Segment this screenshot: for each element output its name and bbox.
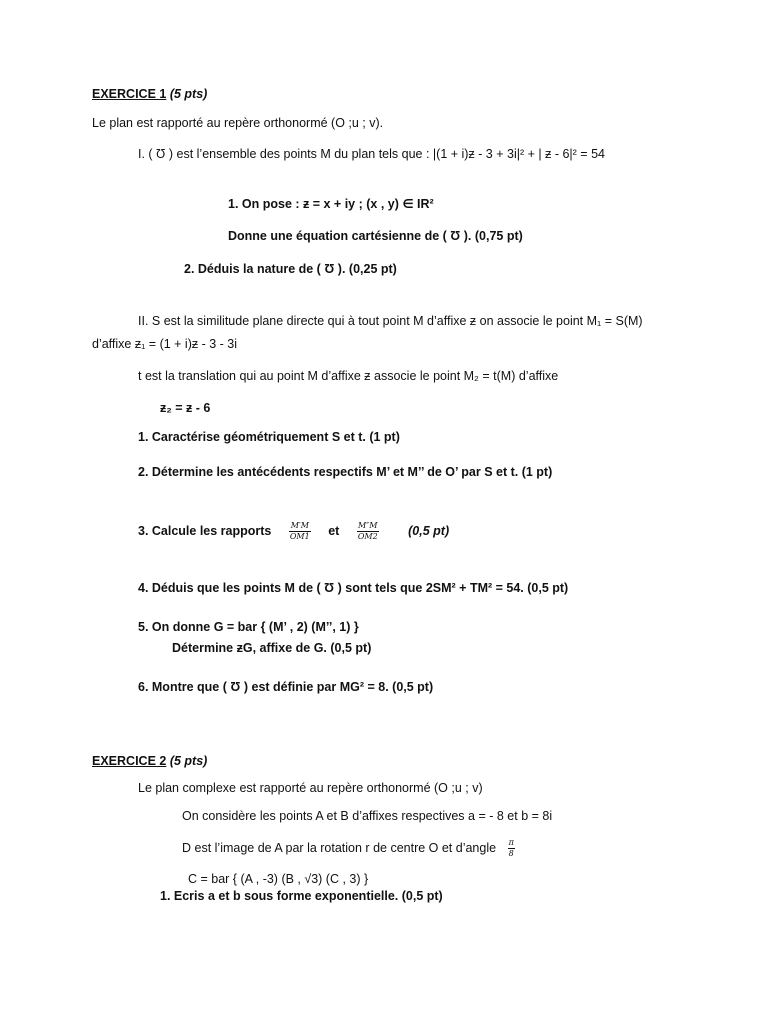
question-3-and: et [328,523,340,538]
ratio-2-denominator: OM2 [357,532,378,541]
ratio-fraction-2 [357,521,379,542]
ratio-fraction-1 [289,521,311,542]
exercise-2-heading [92,753,207,769]
exercise-2-points-a-b: On considère les points A et B d’affixes respectives a = - 8 et b = 8i [182,809,553,823]
part-2-line-1: II. S est la similitude plane directe qui à tout point M d’affixe ƶ on associe le point M₁ = S(M) [138,314,643,328]
part-2-line-3: t est la translation qui au point M d’affixe ƶ associe le point M₂ = t(M) d’affixe [138,369,559,383]
ratio-1-numerator: M′M [290,521,309,530]
exercise-1-points: (5 pts) [169,87,208,101]
exercise-2-intro: Le plan complexe est rapporté au repère orthonormé (O ;u ; v) [138,781,483,795]
exercise-1-title: EXERCICE 1 [92,87,167,101]
angle-denominator: 8 [508,849,514,858]
part-2-line-2: d’affixe ƶ₁ = (1 + i)ƶ - 3 - 3i [92,337,238,351]
part-2-question-4: 4. Déduis que les points M de ( Ʊ ) sont tels que 2SM² + TM² = 54. (0,5 pt) [138,581,569,595]
part-2-question-1: 1. Caractérise géométriquement S et t. (1 pt) [138,430,400,444]
point-d-text: D est l’image de A par la rotation r de centre O et d’angle [182,840,497,855]
exercise-2-question-1: 1. Ecris a et b sous forme exponentielle. (0,5 pt) [160,889,443,903]
part-1-statement: I. ( Ʊ ) est l’ensemble des points M du plan tels que : |(1 + i)ƶ - 3 + 3i|² + | ƶ - 6|² = 54 [138,147,605,161]
angle-fraction [508,838,515,859]
exercise-1-intro: Le plan est rapporté au repère orthonormé (O ;u ; v). [92,116,384,130]
part-2-question-5-given: 5. On donne G = bar { (M’ , 2) (M’’, 1) } [138,620,359,634]
part-1-question-1-task: Donne une équation cartésienne de ( Ʊ ). (0,75 pt) [228,229,523,243]
angle-numerator: π [508,838,514,847]
exercise-2-title: EXERCICE 2 [92,754,167,768]
exercise-2-point-d [182,838,515,859]
part-2-question-5-task: Détermine ƶG, affixe de G. (0,5 pt) [172,641,372,655]
question-3-text: 3. Calcule les rapports [138,523,272,538]
exercise-2-points: (5 pts) [169,754,208,768]
part-2-line-4: ƶ₂ = ƶ - 6 [160,401,211,415]
ratio-2-numerator: M″M [358,521,378,530]
question-3-points: (0,5 pt) [408,523,450,538]
part-2-question-2: 2. Détermine les antécédents respectifs M’ et M’’ de O’ par S et t. (1 pt) [138,465,553,479]
ratio-1-denominator: OM1 [289,532,310,541]
exercise-2-point-c: C = bar { (A , -3) (B , √3) (C , 3) } [188,872,369,886]
part-1-question-2: 2. Déduis la nature de ( Ʊ ). (0,25 pt) [184,262,397,276]
part-1-question-1-setup: 1. On pose : ƶ = x + iy ; (x , y) ∈ IR² [228,197,434,211]
exercise-1-heading [92,86,207,102]
part-2-question-3 [138,521,449,542]
part-2-question-6: 6. Montre que ( Ʊ ) est définie par MG² = 8. (0,5 pt) [138,680,434,694]
